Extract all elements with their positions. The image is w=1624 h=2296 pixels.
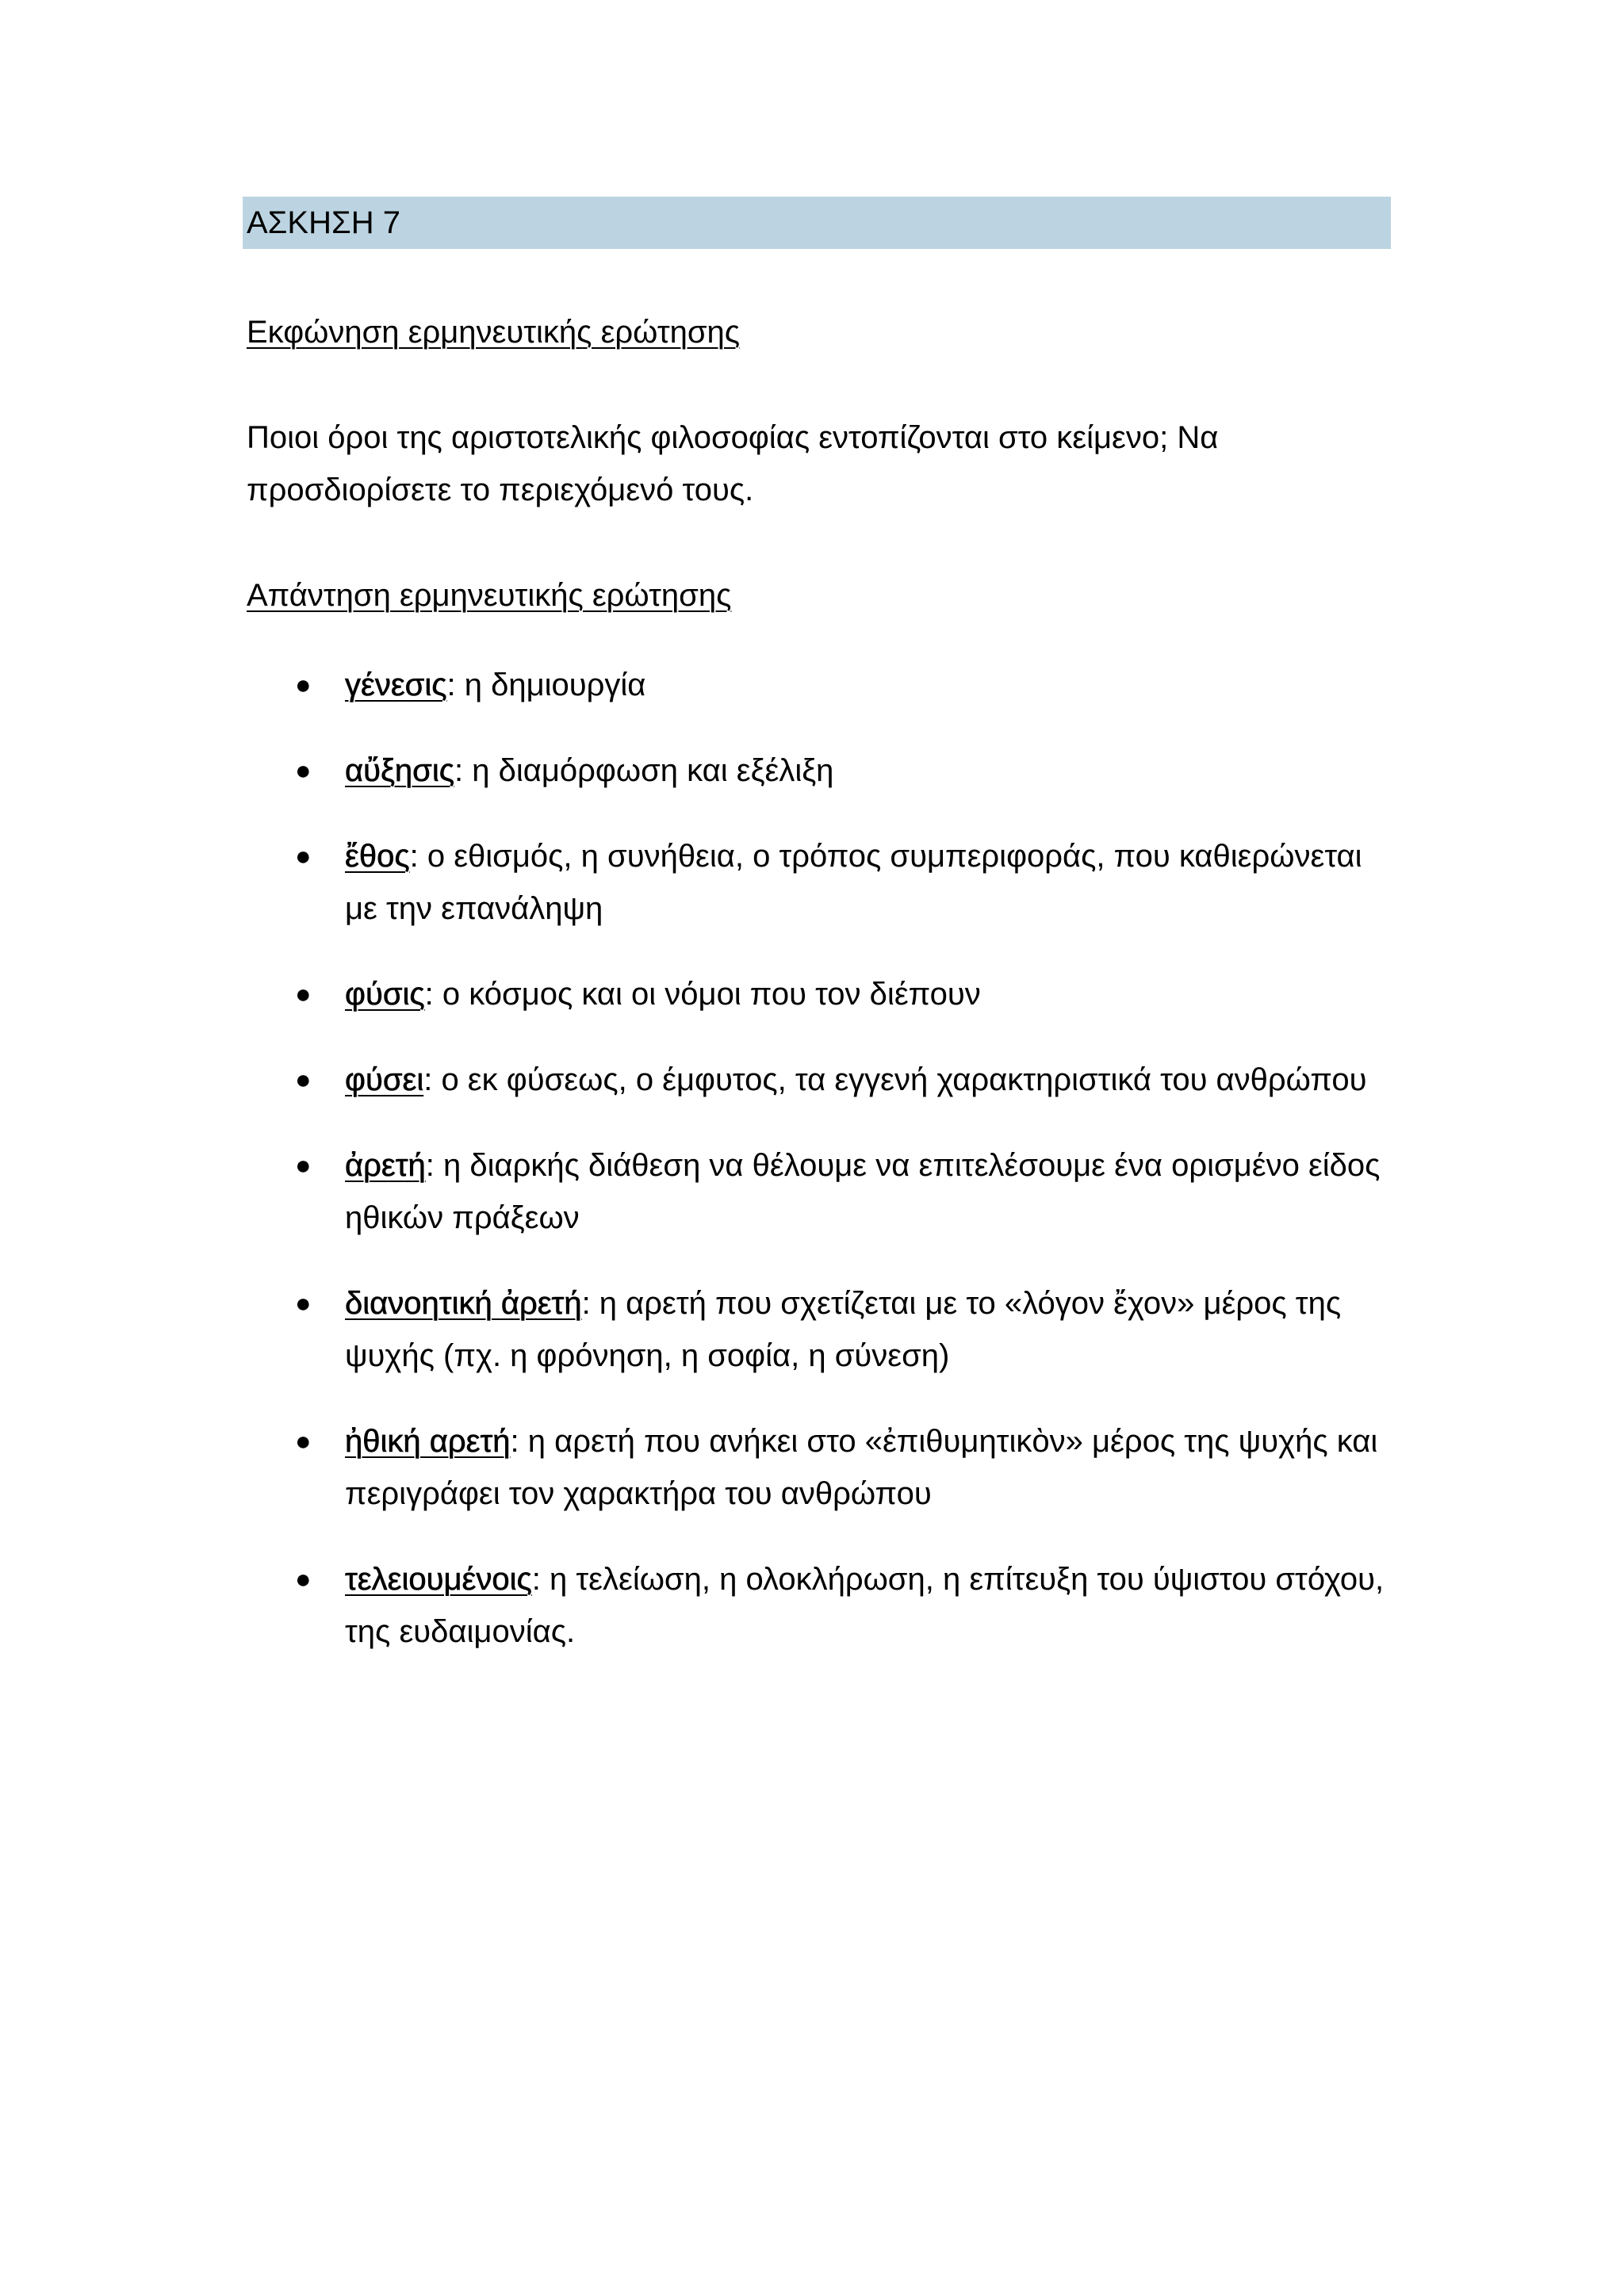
term-definition: : η δημιουργία: [446, 668, 646, 702]
list-item: [0, 968, 1398, 1020]
question-text: Ποιοι όροι της αριστοτελικής φιλοσοφίας εντοπίζονται στο κείμενο; Να προσδιορίσετε το περιεχόμενό τους.: [247, 420, 1219, 507]
list-item: [0, 1054, 1398, 1106]
bullet-icon: ●: [295, 1150, 312, 1181]
list-item: [0, 1415, 1398, 1520]
term-definition: : η αρετή που σχετίζεται με το «λόγον ἔχον» μέρος της ψυχής (πχ. η φρόνηση, η σοφία, η σύνεση): [345, 1286, 1342, 1373]
terms-list: [0, 659, 1624, 1691]
answer-heading: Απάντηση ερμηνευτικής ερώτησης: [247, 578, 732, 613]
term-word: ἠθική αρετή: [345, 1424, 511, 1459]
term-definition: : η διαρκής διάθεση να θέλουμε να επιτελέσουμε ένα ορισμένο είδος ηθικών πράξεων: [345, 1148, 1381, 1235]
bullet-icon: ●: [295, 756, 312, 786]
bullet-icon: ●: [295, 670, 312, 700]
term-word: τελειουμένοις: [345, 1562, 532, 1597]
exercise-title: ΑΣΚΗΣΗ 7: [247, 205, 400, 240]
term-definition: : η τελείωση, η ολοκλήρωση, η επίτευξη του ύψιστου στόχου, της ευδαιμονίας.: [345, 1562, 1385, 1649]
term-definition: : η διαμόρφωση και εξέλιξη: [454, 753, 834, 788]
list-item: [0, 744, 1398, 797]
bullet-icon: ●: [295, 1426, 312, 1456]
list-item: [0, 1277, 1398, 1382]
term-word: διανοητική ἀρετή: [345, 1286, 582, 1321]
list-item: [0, 659, 1398, 711]
exercise-title-bar: [243, 197, 1391, 249]
term-word: γένεσις: [345, 668, 447, 702]
bullet-icon: ●: [295, 1564, 312, 1594]
bullet-icon: ●: [295, 979, 312, 1009]
term-word: ἀρετή: [345, 1148, 426, 1183]
list-item: [0, 1553, 1398, 1658]
term-word: φύσις: [345, 977, 425, 1012]
question-heading: Εκφώνηση ερμηνευτικής ερώτησης: [247, 315, 741, 350]
term-definition: : η αρετή που ανήκει στο «ἐπιθυμητικὸν» μέρος της ψυχής και περιγράφει τον χαρακτήρα του ανθρώπου: [345, 1424, 1378, 1511]
term-definition: : ο εκ φύσεως, ο έμφυτος, τα εγγενή χαρακτηριστικά του ανθρώπου: [423, 1062, 1367, 1097]
term-word: ἔθος: [345, 839, 410, 874]
term-definition: : ο κόσμος και οι νόμοι που τον διέπουν: [424, 977, 981, 1012]
term-definition: : ο εθισμός, η συνήθεια, ο τρόπος συμπεριφοράς, που καθιερώνεται με την επανάληψη: [345, 839, 1362, 926]
bullet-icon: ●: [295, 1065, 312, 1095]
term-word: φύσει: [345, 1062, 424, 1097]
bullet-icon: ●: [295, 841, 312, 871]
bullet-icon: ●: [295, 1288, 312, 1318]
term-word: αὔξησις: [345, 753, 455, 788]
list-item: [0, 1139, 1398, 1244]
list-item: [0, 830, 1398, 935]
